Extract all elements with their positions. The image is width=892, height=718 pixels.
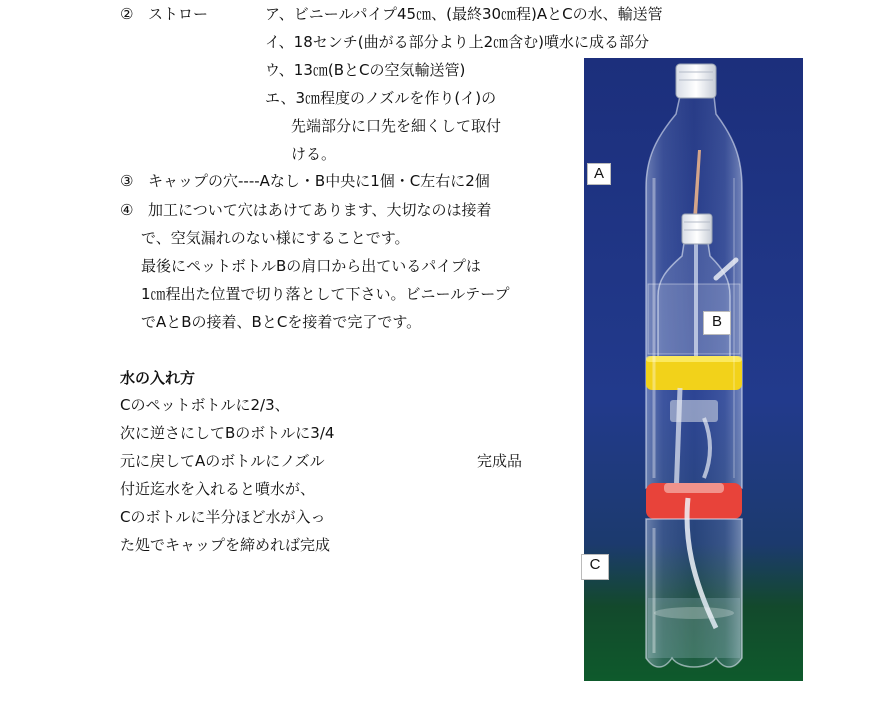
item2-line-a: ア、ビニールパイプ45㎝、(最終30㎝程)AとCの水、輸送管	[265, 5, 663, 23]
item4-line-5: でAとBの接着、BとCを接着で完了です。	[141, 313, 422, 331]
water-line-6: た処でキャップを締めれば完成	[120, 536, 331, 554]
item2-number: ②	[120, 5, 134, 23]
fountain-photo	[584, 58, 803, 681]
label-a: A	[587, 163, 611, 185]
item4-line-3: 最後にペットボトルBの肩口から出ているパイプは	[141, 257, 481, 275]
water-line-2: 次に逆さにしてBのボトルに3/4	[120, 424, 335, 442]
photo-caption: 完成品	[477, 452, 523, 470]
item4-line-1: 加工について穴はあけてあります、大切なのは接着	[148, 201, 492, 219]
water-heading: 水の入れ方	[120, 369, 196, 387]
water-line-5: Cのボトルに半分ほど水が入っ	[120, 508, 326, 526]
item2-line-e3: ける。	[291, 145, 337, 163]
cap-b	[682, 214, 712, 244]
bottle-illustration	[584, 58, 803, 681]
item3-text: キャップの穴----Aなし・B中央に1個・C左右に2個	[148, 172, 490, 190]
item2-line-e1: エ、3㎝程度のノズルを作り(イ)の	[265, 89, 497, 107]
item2-line-u: ウ、13㎝(BとCの空気輸送管)	[265, 61, 466, 79]
cap-a	[676, 64, 716, 98]
item2-heading: ストロー	[148, 5, 209, 23]
label-b: B	[703, 311, 731, 335]
water-line-4: 付近迄水を入れると噴水が、	[120, 480, 316, 498]
item4-number: ④	[120, 201, 134, 219]
item2-line-e2: 先端部分に口先を細くして取付	[291, 117, 502, 135]
water-line-3: 元に戻してAのボトルにノズル	[120, 452, 325, 470]
item4-line-2: で、空気漏れのない様にすることです。	[141, 229, 410, 247]
item3-number: ③	[120, 172, 134, 190]
water-line-1: Cのペットボトルに2/3、	[120, 396, 290, 414]
item2-line-i: イ、18センチ(曲がる部分より上2㎝含む)噴水に成る部分	[265, 33, 649, 51]
item4-line-4: 1㎝程出た位置で切り落として下さい。ビニールテープ	[141, 285, 510, 303]
label-c: C	[581, 554, 609, 580]
